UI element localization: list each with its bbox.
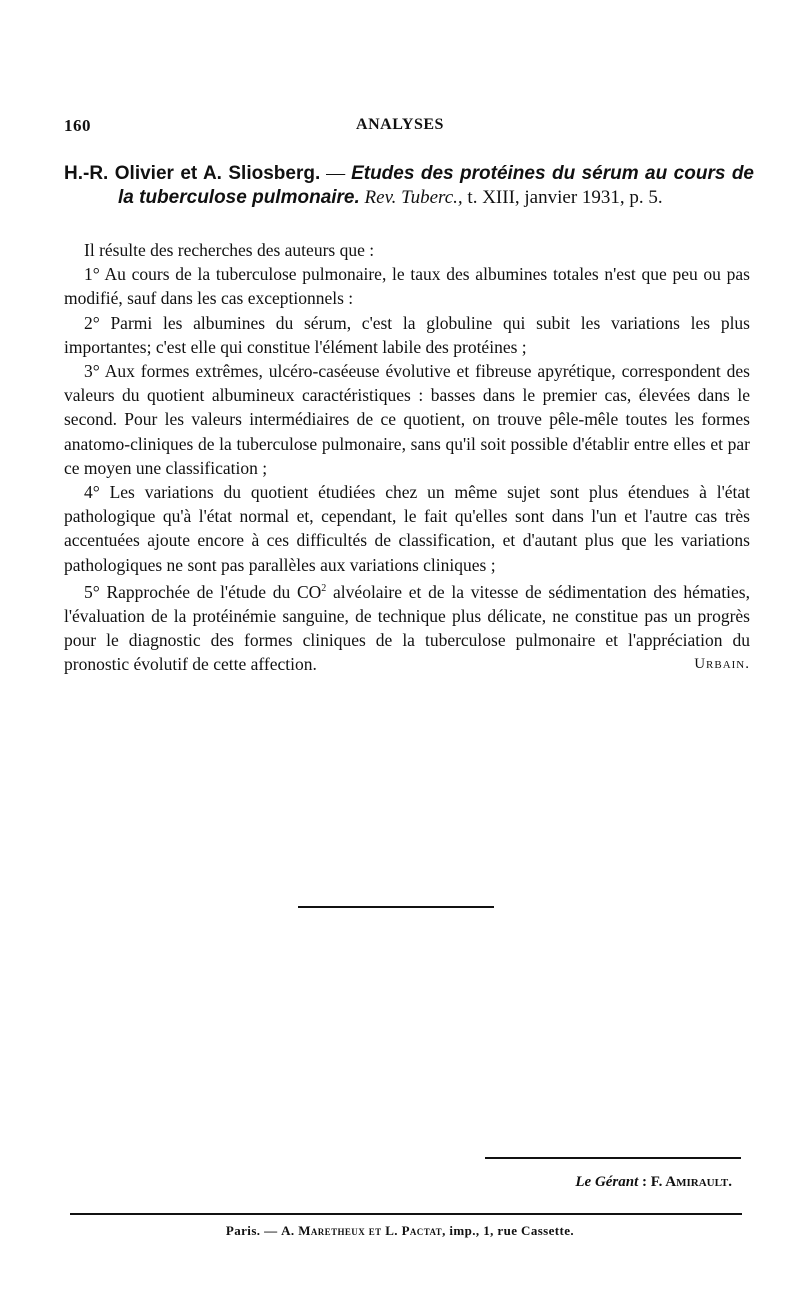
printer-line [0, 1223, 800, 1239]
point-5-text-b: alvéolaire et de la vitesse de sédimentation des hématies, l'évaluation de la protéinémie sanguine, de technique plus délicate, ne constitue pas un progrès pour le diagnostic des formes cliniques de la tuberculose pulmonaire et l'appréciation du pronostic évolutif de cette affection. [64, 581, 750, 675]
journal-name: Rev. Tuberc., [364, 187, 463, 208]
printer-name: A. Maretheux et L. Pactat, [281, 1223, 446, 1238]
article-title: Etudes des protéines du sérum au cours de la tuberculose pulmonaire. [118, 163, 755, 208]
point-5-text-a: 5° Rapprochée de l'étude du CO [84, 581, 322, 602]
article-body [64, 238, 750, 676]
section-divider [298, 906, 494, 908]
point-4: 4° Les variations du quotient étudiées chez un même sujet sont plus étendues à l'état pathologique qu'à l'état normal et, cependant, le fait qu'elles sont dans l'un et l'autre cas très accentuées ajoute encore à ces difficultés de classification, et d'autant plus que les variations pathologiques ne sont pas parallèles aux variations cliniques ; [64, 482, 750, 575]
manager-label: Le Gérant [575, 1174, 639, 1190]
signature: Urbain. [694, 656, 750, 673]
printer-address: imp., 1, rue Cassette. [445, 1223, 575, 1238]
running-head: ANALYSES [356, 116, 444, 133]
point-2: 2° Parmi les albumines du sérum, c'est la globuline qui subit les variations les plus importantes; c'est elle qui constitue l'élément labile des protéines ; [64, 312, 750, 357]
printer-city: Paris. — [225, 1223, 282, 1238]
point-3: 3° Aux formes extrêmes, ulcéro-caséeuse évolutive et fibreuse apyrétique, correspondent des valeurs du quotient albumineux caractéristiques : basses dans le premier cas, élevées dans le second. Pour les valeurs intermédiaires de ce quotient, on trouve pêle-mêle toutes les formes anatomo-cliniques de la tuberculose pulmonaire, sans qu'il soit possible d'établir entre elles et par ce moyen une classification ; [64, 361, 750, 478]
manager-sep: : [638, 1174, 651, 1190]
manager-name: F. Amirault. [650, 1174, 732, 1190]
intro-paragraph: Il résulte des recherches des auteurs que : [84, 240, 375, 260]
page-number: 160 [64, 116, 91, 135]
citation-block [64, 162, 754, 210]
citation-details: t. XIII, janvier 1931, p. 5. [462, 187, 663, 208]
title-dash: — [320, 163, 352, 184]
entry-header [64, 162, 754, 210]
manager-rule [485, 1157, 741, 1159]
manager-line [575, 1174, 732, 1191]
printer-rule [70, 1213, 742, 1215]
authors: H.-R. Olivier et A. Sliosberg. [64, 163, 321, 184]
point-5 [64, 577, 750, 677]
point-1: 1° Au cours de la tuberculose pulmonaire, le taux des albumines totales n'est que peu ou pas modifié, sauf dans les cas exceptionnels : [64, 264, 750, 309]
point-5-superscript: 2 [321, 582, 327, 594]
